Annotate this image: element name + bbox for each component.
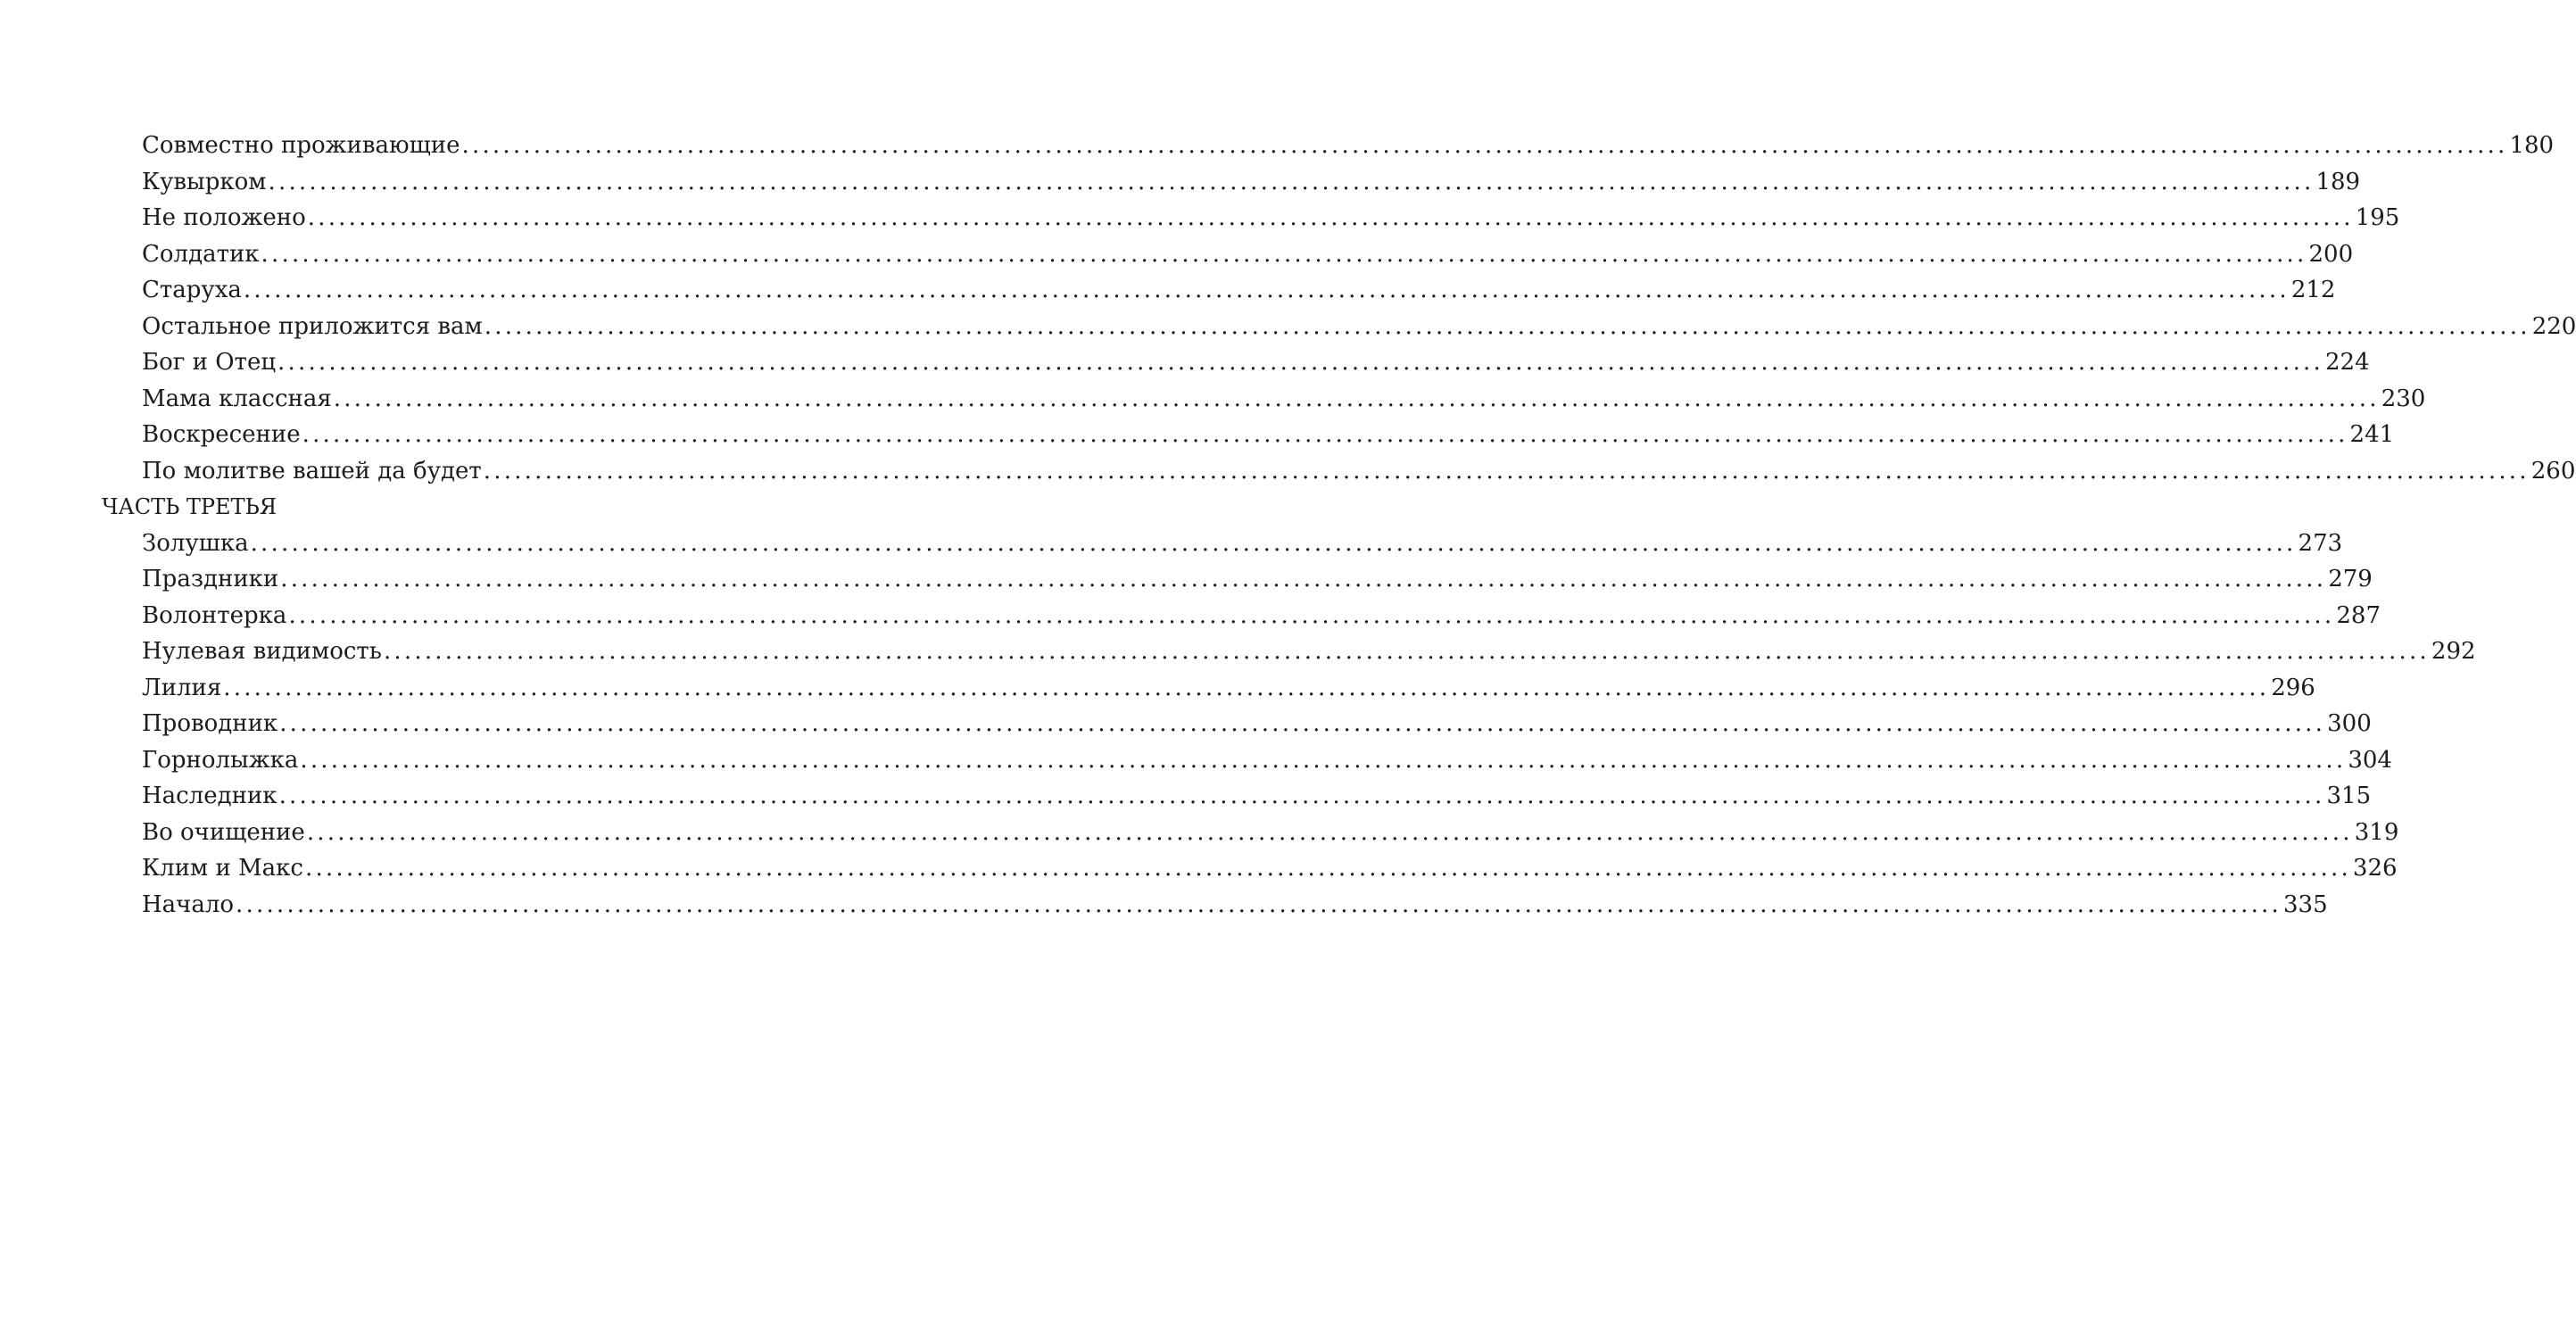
dot-leader: ........................................................................................................................................................................................................ xyxy=(279,710,2326,737)
dot-leader: ........................................................................................................................................................................................................ xyxy=(243,277,2290,303)
toc-entry-title: Наследник xyxy=(142,783,277,809)
toc-entry-title: Бог и Отец xyxy=(142,349,277,376)
toc-entry-page-number: 230 xyxy=(2381,385,2426,412)
table-of-contents xyxy=(0,128,2576,923)
toc-entry xyxy=(142,742,2392,779)
toc-entry-page-number: 220 xyxy=(2531,312,2576,340)
toc-entry xyxy=(142,344,2370,381)
toc-entry-title: Совместно проживающие xyxy=(142,132,460,159)
toc-entry xyxy=(142,128,2555,164)
toc-entry-page-number: 273 xyxy=(2298,529,2343,557)
toc-entry-title: Лилия xyxy=(142,674,222,701)
toc-entry-title: Клим и Макс xyxy=(142,855,303,882)
toc-entry-page-number: 189 xyxy=(2315,168,2361,195)
toc-entry xyxy=(142,200,2400,236)
toc-entry xyxy=(142,815,2399,851)
toc-entry xyxy=(142,670,2315,707)
toc-entry-page-number: 224 xyxy=(2324,349,2370,376)
toc-entry-title: Золушка xyxy=(142,529,249,557)
toc-entry xyxy=(142,453,2576,490)
dot-leader: ........................................................................................................................................................................................................ xyxy=(288,601,2335,629)
toc-entry-page-number: 319 xyxy=(2354,818,2399,846)
dot-leader: ........................................................................................................................................................................................................ xyxy=(300,746,2347,774)
dot-leader: ........................................................................................................................................................................................................ xyxy=(223,674,2270,701)
dot-leader: ........................................................................................................................................................................................................ xyxy=(236,890,2282,918)
toc-entry-page-number: 315 xyxy=(2326,783,2372,809)
dot-leader: ........................................................................................................................................................................................................ xyxy=(278,783,2325,809)
toc-entry-title: Старуха xyxy=(142,277,242,303)
toc-entry-title: Нулевая видимость xyxy=(142,638,382,665)
toc-entry xyxy=(142,634,2476,670)
toc-entry-page-number: 241 xyxy=(2349,421,2395,448)
toc-entry xyxy=(142,381,2426,418)
part-heading: ЧАСТЬ ТРЕТЬЯ xyxy=(102,494,277,519)
toc-entry-title: Горнолыжка xyxy=(142,746,299,774)
toc-entry-title: Остальное приложится вам xyxy=(142,312,483,340)
toc-entry xyxy=(142,561,2373,598)
toc-entry xyxy=(142,706,2372,742)
dot-leader: ........................................................................................................................................................................................................ xyxy=(250,529,2297,557)
toc-entry xyxy=(142,887,2328,924)
dot-leader: ........................................................................................................................................................................................................ xyxy=(461,132,2508,159)
toc-entry xyxy=(142,236,2354,273)
dot-leader: ........................................................................................................................................................................................................ xyxy=(306,818,2353,846)
dot-leader: ........................................................................................................................................................................................................ xyxy=(302,421,2348,448)
toc-entry-page-number: 300 xyxy=(2327,710,2372,737)
toc-group-part-two-continued xyxy=(0,128,2576,489)
toc-entry xyxy=(142,417,2395,453)
toc-entry-page-number: 287 xyxy=(2336,601,2381,629)
toc-entry-title: Кувырком xyxy=(142,168,267,195)
toc-entry-page-number: 279 xyxy=(2328,566,2373,592)
toc-entry-title: Волонтерка xyxy=(142,601,287,629)
toc-entry-title: Начало xyxy=(142,890,235,918)
dot-leader: ........................................................................................................................................................................................................ xyxy=(277,349,2323,376)
dot-leader: ........................................................................................................................................................................................................ xyxy=(261,240,2307,268)
toc-entry-title: Проводник xyxy=(142,710,278,737)
toc-entry-title: Воскресение xyxy=(142,421,301,448)
toc-entry-title: Мама классная xyxy=(142,385,332,412)
toc-entry-page-number: 212 xyxy=(2290,277,2336,303)
dot-leader: ........................................................................................................................................................................................................ xyxy=(280,566,2327,592)
toc-entry-page-number: 326 xyxy=(2352,855,2398,882)
toc-entry-title: Праздники xyxy=(142,566,279,592)
dot-leader: ........................................................................................................................................................................................................ xyxy=(484,312,2530,340)
toc-entry-title: Солдатик xyxy=(142,240,260,268)
dot-leader: ........................................................................................................................................................................................................ xyxy=(483,457,2530,485)
toc-entry-title: Не положено xyxy=(142,204,306,231)
toc-entry-page-number: 260 xyxy=(2530,457,2576,485)
dot-leader: ........................................................................................................................................................................................................ xyxy=(268,168,2315,195)
toc-entry xyxy=(142,309,2576,345)
toc-entry-title: Во очищение xyxy=(142,818,305,846)
toc-entry xyxy=(142,778,2372,815)
toc-entry xyxy=(142,850,2398,887)
dot-leader: ........................................................................................................................................................................................................ xyxy=(304,855,2351,882)
dot-leader: ........................................................................................................................................................................................................ xyxy=(383,638,2430,665)
toc-entry-page-number: 200 xyxy=(2308,240,2354,268)
toc-entry xyxy=(142,526,2343,562)
toc-group-part-three xyxy=(0,526,2476,924)
toc-entry xyxy=(142,598,2381,634)
toc-entry-title: По молитве вашей да будет xyxy=(142,457,482,485)
toc-entry-page-number: 304 xyxy=(2348,746,2392,774)
toc-entry-page-number: 180 xyxy=(2509,132,2555,159)
toc-entry-page-number: 296 xyxy=(2271,674,2315,701)
toc-entry-page-number: 335 xyxy=(2282,890,2328,918)
toc-entry xyxy=(142,164,2361,201)
dot-leader: ........................................................................................................................................................................................................ xyxy=(333,385,2380,412)
toc-entry xyxy=(142,272,2336,309)
dot-leader: ........................................................................................................................................................................................................ xyxy=(307,204,2354,231)
toc-entry-page-number: 195 xyxy=(2355,204,2400,231)
toc-entry-page-number: 292 xyxy=(2431,638,2476,665)
